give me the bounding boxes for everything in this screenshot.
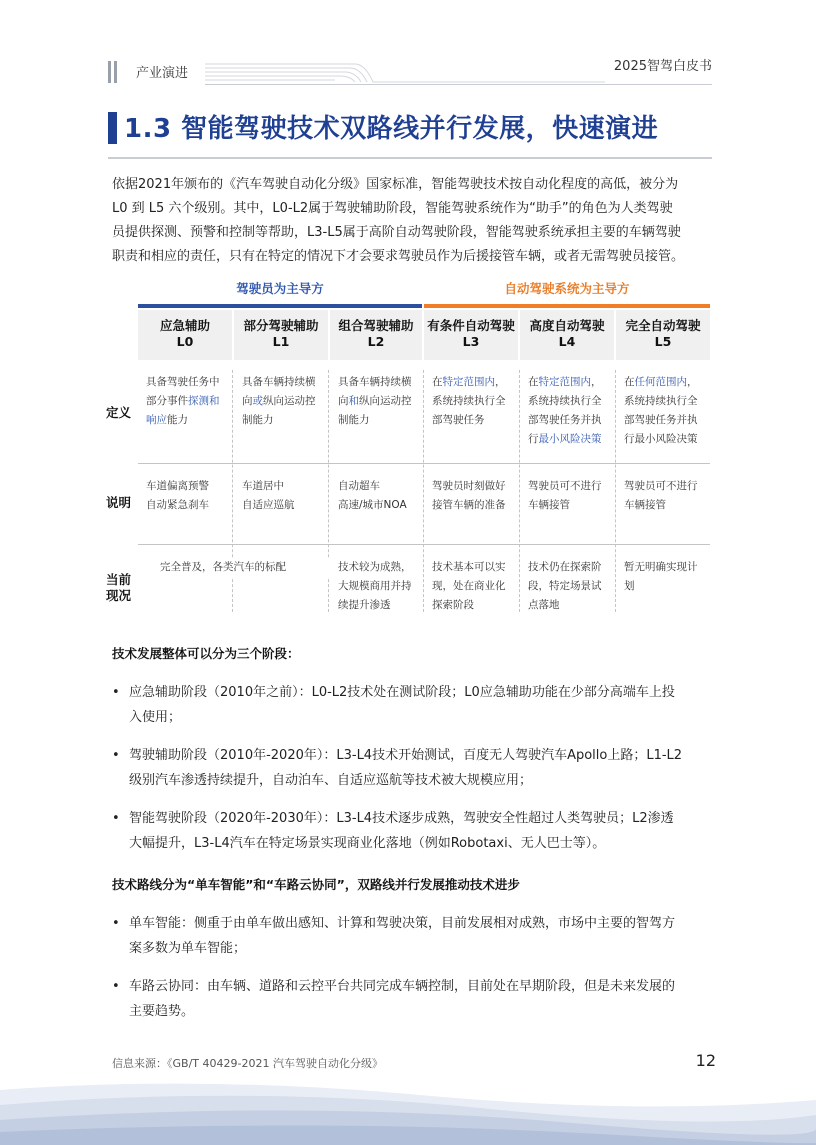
routes-heading: 技术路线分为“单车智能”和“车路云协同”，双路线并行发展推动技术进步 <box>112 877 520 892</box>
column-header-l0 <box>138 310 232 360</box>
route-text: 车路云协同：由车辆、道路和云控平台共同完成车辆控制，目前处在早期阶段，但是未来发展的 <box>129 979 676 994</box>
cell-text: 部驾驶任务并执 <box>624 414 698 426</box>
cell-text: 在 <box>528 376 539 388</box>
cell-text: 纵向运动控 <box>359 395 412 407</box>
cell-text: 大规模商用并持 <box>338 580 412 592</box>
bullet-dot-icon: • <box>112 979 120 994</box>
column-header-l3 <box>424 310 518 360</box>
cell-text: 具备车辆持续横 <box>338 376 412 388</box>
group-label-driver: 驾驶员为主导方 <box>236 281 324 296</box>
status-cell-l2 <box>330 558 422 615</box>
cell-text: 续提升渗透 <box>338 599 391 611</box>
cell-text: 制能力 <box>338 414 370 426</box>
definition-cell-l2 <box>330 373 422 430</box>
header-decoration-lines <box>205 60 605 86</box>
header-rule <box>205 84 712 85</box>
footer-wave-decoration <box>0 1070 816 1145</box>
cell-highlight: 探测和 <box>188 395 220 407</box>
cell-text: 段，特定场景试 <box>528 580 602 592</box>
cell-text: 驾驶员时刻做好 <box>432 480 506 492</box>
cell-text: 具备驾驶任务中 <box>146 376 220 388</box>
row-label-explanation: 说明 <box>106 495 132 510</box>
cell-text: 行 <box>528 433 539 445</box>
cell-highlight: 任何范围内 <box>634 376 687 388</box>
bullet-dot-icon: • <box>112 685 120 700</box>
cell-text: 系统持续执行全 <box>624 395 698 407</box>
cell-text: 在 <box>432 376 443 388</box>
column-header-l5 <box>616 310 710 360</box>
row-label-status-line: 现况 <box>106 588 132 603</box>
section-rule <box>108 157 712 159</box>
column-level: L4 <box>558 334 576 349</box>
intro-line: 员提供探测、预警和控制等帮助，L3-L5属于高阶自动驾驶阶段，智能驾驶系统承担主要的车辆驾驶 <box>112 225 681 240</box>
cell-text: 在 <box>624 376 635 388</box>
intro-line: L0 到 L5 六个级别。其中，L0-L2属于驾驶辅助阶段，智能驾驶系统作为“助手”的角色为人类驾驶 <box>112 201 673 216</box>
definition-cell-l1 <box>234 373 328 430</box>
header-section-label: 产业演进 <box>136 66 189 81</box>
column-level: L0 <box>176 334 194 349</box>
cell-text: ， <box>495 376 506 388</box>
cell-highlight: 响应 <box>146 414 167 426</box>
cell-text: 高速/城市NOA <box>338 499 407 511</box>
cell-text: 暂无明确实现计 <box>624 561 698 573</box>
cell-text: 现，处在商业化 <box>432 580 506 592</box>
stages-heading: 技术发展整体可以分为三个阶段： <box>112 646 300 661</box>
header-doc-title: 2025智驾白皮书 <box>613 59 712 74</box>
explanation-cell-l3 <box>424 477 518 515</box>
route-text: 单车智能：侧重于由单车做出感知、计算和驾驶决策，目前发展相对成熟，市场中主要的智驾方 <box>129 916 676 931</box>
section-title: 1.3 智能驾驶技术双路线并行发展，快速演进 <box>124 114 659 144</box>
intro-paragraph <box>112 173 712 269</box>
cell-text: 部驾驶任务 <box>432 414 485 426</box>
column-level: L3 <box>462 334 480 349</box>
cell-highlight: 或 <box>252 395 263 407</box>
column-name: 高度自动驾驶 <box>529 318 605 333</box>
group-rule-driver <box>138 304 422 308</box>
cell-text: 系统持续执行全 <box>528 395 602 407</box>
row-label-definition: 定义 <box>106 405 132 420</box>
definition-cell-l4 <box>520 373 614 449</box>
page-number: 12 <box>695 1051 716 1070</box>
cell-text: 能力 <box>167 414 188 426</box>
stage-item <box>112 680 712 730</box>
bullet-dot-icon: • <box>112 748 120 763</box>
cell-text: 技术仍在探索阶 <box>528 561 602 573</box>
explanation-cell-l5 <box>616 477 710 515</box>
cell-text: 技术基本可以实 <box>432 561 506 573</box>
stage-text: 级别汽车渗透持续提升，自动泊车、自适应巡航等技术被大规模应用； <box>129 773 533 788</box>
cell-text: 探索阶段 <box>432 599 474 611</box>
cell-text: 制能力 <box>242 414 274 426</box>
cell-text: 自动超车 <box>338 480 380 492</box>
explanation-cell-l0 <box>138 477 232 515</box>
source-note: 信息来源：《GB/T 40429-2021 汽车驾驶自动化分级》 <box>112 1057 383 1070</box>
cell-text: 技术较为成熟， <box>338 561 412 573</box>
intro-line: 职责和相应的责任，只有在特定的情况下才会要求驾驶员作为后援接管车辆，或者无需驾驶员接管。 <box>112 249 685 264</box>
cell-text: 接管车辆的准备 <box>432 499 506 511</box>
cell-text: ， <box>687 376 698 388</box>
status-cell-l0-l1 <box>152 558 332 577</box>
cell-text: 划 <box>624 580 635 592</box>
column-name: 完全自动驾驶 <box>625 318 701 333</box>
status-cell-l4 <box>520 558 614 615</box>
row-label-status <box>106 572 138 604</box>
group-label-system: 自动驾驶系统为主导方 <box>504 281 630 296</box>
column-name: 组合驾驶辅助 <box>338 318 414 333</box>
column-level: L2 <box>367 334 385 349</box>
group-rule-system <box>424 304 710 308</box>
route-text: 案多数为单车智能； <box>129 941 247 956</box>
cell-text: 行最小风险决策 <box>624 433 698 445</box>
cell-text: 纵向运动控 <box>263 395 316 407</box>
bullet-dot-icon: • <box>112 916 120 931</box>
cell-text: 自动紧急刹车 <box>146 499 209 511</box>
row-divider <box>138 544 710 545</box>
explanation-cell-l4 <box>520 477 614 515</box>
cell-highlight: 最小风险决策 <box>538 433 602 445</box>
stage-item <box>112 806 712 856</box>
explanation-cell-l1 <box>234 477 328 515</box>
cell-text: 向 <box>242 395 253 407</box>
column-name: 有条件自动驾驶 <box>427 318 515 333</box>
column-level: L1 <box>272 334 290 349</box>
cell-text: 驾驶员可不进行 <box>624 480 698 492</box>
cell-text: 部驾驶任务并执 <box>528 414 602 426</box>
cell-text: 系统持续执行全 <box>432 395 506 407</box>
stage-item <box>112 743 712 793</box>
cell-text: 部分事件 <box>146 395 188 407</box>
cell-text: 车辆接管 <box>528 499 570 511</box>
cell-text: 车道居中 <box>242 480 284 492</box>
intro-line: 依据2021年颁布的《汽车驾驶自动化分级》国家标准，智能驾驶技术按自动化程度的高低，被分为 <box>112 177 679 192</box>
stage-text: 入使用； <box>129 710 182 725</box>
column-header-l4 <box>520 310 614 360</box>
cell-text: ， <box>591 376 602 388</box>
status-cell-l3 <box>424 558 518 615</box>
cell-text: 向 <box>338 395 349 407</box>
cell-text: 车道偏离预警 <box>146 480 209 492</box>
status-cell-l5 <box>616 558 710 596</box>
cell-text: 自适应巡航 <box>242 499 295 511</box>
cell-highlight: 特定范围内 <box>442 376 495 388</box>
cell-text: 驾驶员可不进行 <box>528 480 602 492</box>
bullet-dot-icon: • <box>112 811 120 826</box>
cell-highlight: 特定范围内 <box>538 376 591 388</box>
route-text: 主要趋势。 <box>129 1004 195 1019</box>
definition-cell-l5 <box>616 373 710 449</box>
cell-text: 完全普及，各类汽车的标配 <box>160 561 286 573</box>
cell-text: 具备车辆持续横 <box>242 376 316 388</box>
row-label-status-line: 当前 <box>106 572 132 587</box>
definition-cell-l0 <box>138 373 232 430</box>
stage-text: 智能驾驶阶段（2020年-2030年）：L3-L4技术逐步成熟，驾驶安全性超过人类驾驶员；L2渗透 <box>129 811 674 826</box>
section-title-marker <box>108 112 117 144</box>
column-level: L5 <box>654 334 672 349</box>
row-divider <box>138 463 710 464</box>
definition-cell-l3 <box>424 373 518 430</box>
column-header-l1 <box>234 310 328 360</box>
stage-text: 驾驶辅助阶段（2010年-2020年）：L3-L4技术开始测试，百度无人驾驶汽车Apollo上路；L1-L2 <box>129 748 683 763</box>
column-header-l2 <box>330 310 422 360</box>
cell-text: 点落地 <box>528 599 560 611</box>
cell-text: 车辆接管 <box>624 499 666 511</box>
column-name: 应急辅助 <box>159 318 210 333</box>
stage-text: 大幅提升，L3-L4汽车在特定场景实现商业化落地（例如Robotaxi、无人巴士等）。 <box>129 836 606 851</box>
route-item <box>112 911 712 961</box>
cell-highlight: 和 <box>348 395 359 407</box>
column-name: 部分驾驶辅助 <box>243 318 319 333</box>
explanation-cell-l2 <box>330 477 422 515</box>
stage-text: 应急辅助阶段（2010年之前）：L0-L2技术处在测试阶段；L0应急辅助功能在少部分高端车上投 <box>129 685 675 700</box>
route-item <box>112 974 712 1024</box>
